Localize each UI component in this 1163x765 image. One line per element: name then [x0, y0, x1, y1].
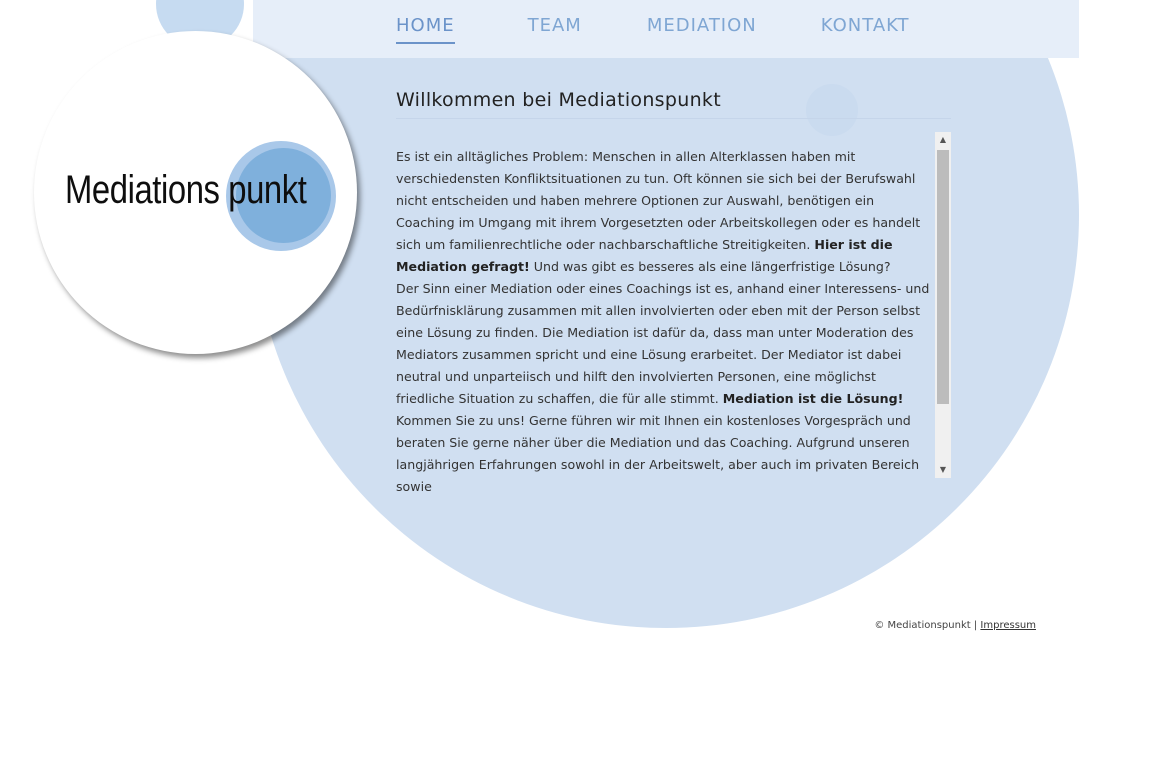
main-navigation	[396, 14, 957, 46]
scrollbar-thumb[interactable]	[937, 150, 949, 404]
scroll-down-arrow-icon[interactable]: ▼	[939, 465, 947, 474]
paragraph-1-tail: Und was gibt es besseres als eine längerfristige Lösung?	[529, 259, 891, 274]
logo[interactable]	[34, 31, 357, 354]
paragraph-2-text: Der Sinn einer Mediation oder eines Coachings ist es, anhand einer Interessens- und Bedürfnisklärung zusammen mit allen involvierten oder eben mit der Person selbst eine Lösung zu finden. Die Mediation ist dafür da, dass man unter Moderation des Mediators zusammen spricht und eine Lösung erarbeitet. Der Mediator ist dabei neutral und unparteiisch und hilft den involvierten Personen, eine möglichst friedliche Situation zu schaffen, die für alle stimmt.	[396, 281, 930, 406]
decorative-bubble	[806, 84, 858, 136]
title-divider	[396, 118, 951, 119]
paragraph-1	[396, 146, 936, 278]
footer	[800, 620, 1036, 631]
logo-word-mediations: Mediations	[65, 168, 220, 212]
nav-team[interactable]: TEAM	[527, 15, 582, 36]
impressum-link[interactable]: Impressum	[980, 620, 1036, 631]
nav-mediation[interactable]: MEDIATION	[646, 15, 757, 36]
scroll-up-arrow-icon[interactable]: ▲	[939, 135, 947, 144]
paragraph-2-highlight: Mediation ist die Lösung!	[722, 391, 904, 406]
content-scroll-area[interactable]	[396, 132, 951, 494]
copyright-text: © Mediationspunkt |	[874, 620, 978, 631]
logo-text	[65, 168, 306, 213]
paragraph-3: Kommen Sie zu uns! Gerne führen wir mit Ihnen ein kostenloses Vorgespräch und beraten Sie gerne näher über die Mediation und das Coaching. Aufgrund unseren langjährigen Erfahrungen sowohl in der Arbeitswelt, aber auch im privaten Bereich sowie	[396, 413, 920, 494]
page-title: Willkommen bei Mediationspunkt	[396, 89, 721, 111]
scrollbar[interactable]	[935, 132, 951, 478]
paragraph-1-highlight: Hier ist die Mediation gefragt!	[396, 237, 893, 274]
nav-home[interactable]: HOME	[396, 14, 455, 44]
content-text	[396, 146, 936, 498]
paragraph-2	[396, 278, 936, 410]
paragraph-1-text: Es ist ein alltägliches Problem: Menschen in allen Alterklassen haben mit verschiedensten Konfliktsituationen zu tun. Oft können sie sich bei der Berufswahl nicht entscheiden und haben mehrere Optionen zur Auswahl, benötigen ein Coaching im Umgang mit ihrem Vorgesetzten oder Arbeitskollegen oder es handelt sich um familienrechtliche oder nachbarschaftliche Streitigkeiten.	[396, 149, 921, 252]
logo-word-punkt: punkt	[228, 168, 307, 212]
nav-kontakt[interactable]: KONTAKT	[820, 15, 910, 36]
